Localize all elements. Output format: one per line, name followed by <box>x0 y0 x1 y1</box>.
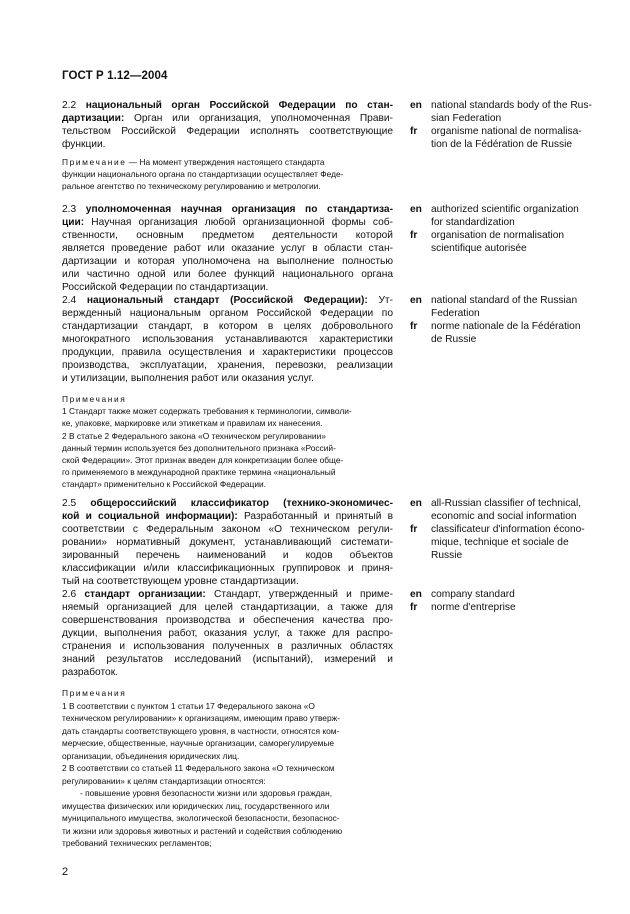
term-text: тельством Российской Федерации исполнять соответствующие <box>62 126 393 137</box>
term-title: кой и социальной информации): <box>62 511 238 522</box>
lang-code-fr: fr <box>410 524 418 535</box>
note-text: — На момент утверждения настоящего стандарта <box>126 157 325 167</box>
english-equivalent: national standards body of the Rus- <box>431 100 592 111</box>
term-line <box>62 372 393 385</box>
term-number: 2.4 <box>62 295 87 306</box>
term-text: Орган или организация, уполномоченная Прави- <box>124 113 393 124</box>
term-line <box>62 588 393 601</box>
term-line <box>62 255 393 268</box>
note-line: го применяемого в международной практике термина «национальный <box>62 467 336 478</box>
english-equivalent: national standard of the Russian <box>431 295 578 306</box>
term-text: зированный перечень наименований и кодов объектов <box>62 550 393 561</box>
note-line: ти жизни или здоровья животных и растений и содействия соблюдению <box>62 825 343 836</box>
term-text: Стандарт, утвержденный и приме- <box>205 589 393 600</box>
english-equivalent: all-Russian classifier of technical, <box>431 498 582 509</box>
term-line <box>62 601 393 614</box>
french-equivalent: de Russie <box>431 334 477 345</box>
english-equivalent: economic and social information <box>431 511 577 522</box>
note-line: функции национального органа по стандартизации осуществляет Феде- <box>62 169 344 179</box>
term-text: Российской Федерации по стандартизации. <box>62 282 269 293</box>
term-text: разработок. <box>62 667 119 678</box>
note-line: дать стандарты соответствующего уровня, в частности, относятся ком- <box>62 725 340 736</box>
english-equivalent: Federation <box>431 308 480 319</box>
term-text: классификации и/или классификационных группировок и приня- <box>62 563 393 574</box>
note-label: Примечания <box>62 394 127 404</box>
term-number: 2.2 <box>62 100 86 111</box>
french-equivalent: mique, technique et sociale de <box>431 537 569 548</box>
note-line: 1 Стандарт также может содержать требования к терминологии, символи- <box>62 406 352 417</box>
term-text: функции. <box>62 139 106 150</box>
term-text: является проведение работ или оказание услуг в области стан- <box>62 243 393 254</box>
note-line: регулировании» к целям стандартизации относятся: <box>62 775 266 786</box>
note-line: данный термин используется без дополнительного признака «Россий- <box>62 442 336 453</box>
term-line <box>62 653 393 666</box>
note-line: ральное агентство по техническому регулированию и метрологии. <box>62 181 321 191</box>
term-text: или частично одной или более функций национального органа <box>62 269 393 280</box>
lang-code-en: en <box>410 204 422 215</box>
term-text: производства, эксплуатации, хранения, перевозки, реализации <box>62 360 393 371</box>
term-line <box>62 333 393 346</box>
note-line: 2 В статье 2 Федерального закона «О техническом регулировании» <box>62 430 326 441</box>
english-equivalent: authorized scientific organization <box>431 204 579 215</box>
term-line <box>62 320 393 333</box>
note-line: - повышение уровня безопасности жизни или здоровья граждан, <box>80 788 333 798</box>
note-line: 1 В соответствии с пунктом 1 статьи 17 Федерального закона «О <box>62 700 315 711</box>
term-line <box>62 268 393 281</box>
lang-code-fr: fr <box>410 321 418 332</box>
term-line <box>62 666 393 679</box>
term-text: Разработанный и принятый в <box>237 511 393 522</box>
term-text: тый на соответствующем уровне стандартизации. <box>62 576 299 587</box>
lang-code-en: en <box>410 295 422 306</box>
term-title: национальный орган Российской Федерации по стан- <box>85 100 393 111</box>
french-equivalent: Russie <box>431 550 463 561</box>
note-line: ке, упаковке, маркировке или этикеткам и правилам их нанесения. <box>62 418 323 429</box>
note-line: требований технических регламентов; <box>62 838 212 848</box>
term-line <box>62 575 393 588</box>
term-text: Научная организация любой организационной формы соб- <box>84 217 393 228</box>
term-line <box>62 125 393 138</box>
french-equivalent: norme d'entreprise <box>431 602 516 613</box>
term-text: ственности, основным предметом деятельности которой <box>62 230 393 241</box>
term-line <box>62 242 393 255</box>
term-line <box>62 216 393 229</box>
french-equivalent: scientifique autorisée <box>431 243 527 254</box>
term-line <box>62 549 393 562</box>
term-text: ровании» нормативный документ, устанавливающий системати- <box>62 537 393 548</box>
term-title: национальный стандарт (Российской Федерации): <box>86 295 368 306</box>
page-number: 2 <box>62 866 69 878</box>
term-text: продукции, правила осуществления и характеристики процессов <box>62 347 393 358</box>
lang-code-en: en <box>410 498 422 509</box>
term-line <box>62 203 393 216</box>
term-line <box>62 307 393 320</box>
english-equivalent: sian Federation <box>431 113 502 124</box>
document-header: ГОСТ Р 1.12—2004 <box>62 70 168 82</box>
term-line <box>62 99 393 112</box>
lang-code-fr: fr <box>410 602 418 613</box>
term-title: стандарт организации: <box>84 589 206 600</box>
term-line <box>62 359 393 372</box>
term-line <box>62 112 393 125</box>
note-label: Примечание <box>62 157 127 167</box>
lang-code-fr: fr <box>410 230 418 241</box>
term-title: общероссийский классификатор (технико-экономичес- <box>90 498 393 509</box>
term-text: стандартизации стандарт, в котором в целях добровольного <box>62 321 393 332</box>
term-line <box>62 138 393 151</box>
note-line: организации, объединения юридических лиц. <box>62 750 240 761</box>
term-number: 2.5 <box>62 498 91 509</box>
french-equivalent: classificateur d'information écono- <box>431 524 585 535</box>
note-line: 2 В соответствии со статьей 11 Федерального закона «О техническом <box>62 763 335 773</box>
note-line: техническом регулировании» к организациям, имеющим право утверж- <box>62 713 341 723</box>
term-title: ции: <box>62 217 85 228</box>
term-text: Ут- <box>367 295 393 306</box>
lang-code-en: en <box>410 100 422 111</box>
term-line <box>62 640 393 653</box>
term-line <box>62 346 393 359</box>
term-text: дукции, выполнения работ, оказания услуг, а также для распро- <box>62 628 393 639</box>
note-line: ской Федерации». Этот признак введен для конкретизации более обще- <box>62 455 344 465</box>
term-text: дартизации и которая уполномочена на выполнение полностью <box>62 256 393 267</box>
french-equivalent: tion de la Fédération de Russie <box>431 139 573 150</box>
note-line: имущества физических или юридических лиц, государственного или <box>62 800 330 811</box>
note-line: муниципального имущества, экологической безопасности, безопаснос- <box>62 813 340 823</box>
term-text: соответствии с Федеральным законом «О техническом регули- <box>62 524 393 535</box>
term-line <box>62 281 393 294</box>
note-line: стандарт» применительно к Российской Федерации. <box>62 479 267 490</box>
term-line <box>62 523 393 536</box>
term-line <box>62 562 393 575</box>
term-text: няемый организацией для целей стандартизации, а также для <box>62 602 393 613</box>
term-line <box>62 510 393 523</box>
term-line <box>62 229 393 242</box>
term-line <box>62 536 393 549</box>
term-text: странения и использования полученных в различных областях <box>62 641 393 652</box>
term-text: совершенствования производства и обеспечения качества про- <box>62 615 393 626</box>
term-text: и утилизации, выполнения работ или оказания услуг. <box>62 373 314 384</box>
lang-code-en: en <box>410 589 422 600</box>
note-line <box>62 157 393 168</box>
term-number: 2.3 <box>62 204 86 215</box>
term-title: дартизации: <box>62 113 125 124</box>
note-line: мерческие, общественные, научные организации, саморегулируемые <box>62 738 335 748</box>
term-number: 2.6 <box>62 589 85 600</box>
term-text: многократного использования устанавливаются характеристики <box>62 334 393 345</box>
french-equivalent: organisme national de normalisa- <box>431 126 582 137</box>
french-equivalent: norme nationale de la Fédération <box>431 321 581 332</box>
english-equivalent: for standardization <box>431 217 515 228</box>
term-text: знаний результатов исследований (испытаний), измерений и <box>62 654 393 665</box>
term-line <box>62 497 393 510</box>
term-line <box>62 627 393 640</box>
term-text: вержденный национальным органом Российской Федерации по <box>62 308 393 319</box>
note-label: Примечания <box>62 688 127 698</box>
term-line <box>62 614 393 627</box>
lang-code-fr: fr <box>410 126 418 137</box>
english-equivalent: company standard <box>431 589 515 600</box>
term-line <box>62 294 393 307</box>
term-title: уполномоченная научная организация по стандартиза- <box>85 204 393 215</box>
french-equivalent: organisation de normalisation <box>431 230 565 241</box>
